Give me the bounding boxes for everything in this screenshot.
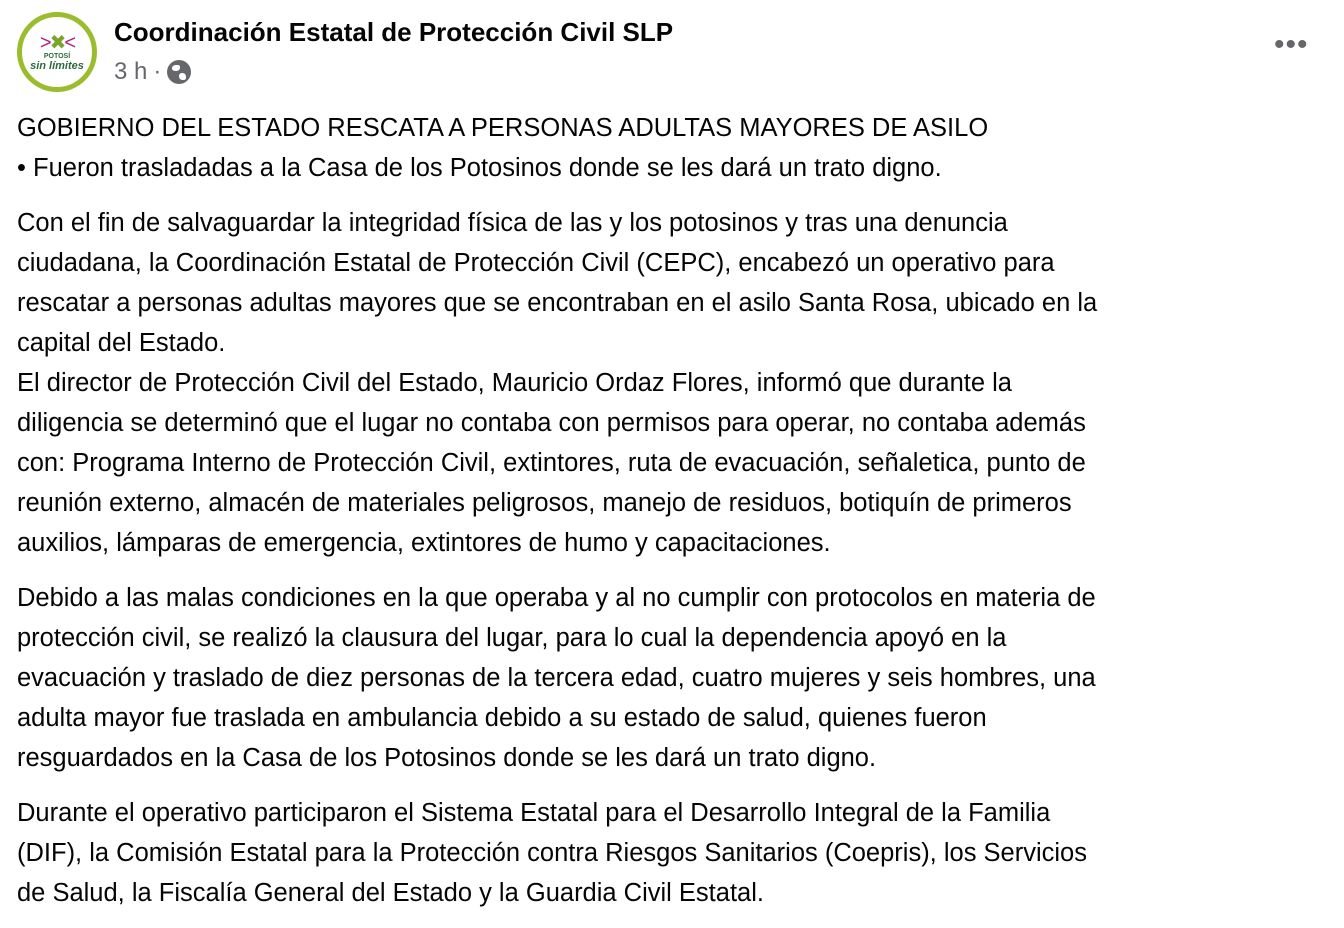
post-text-line: resguardados en la Casa de los Potosinos donde se les dará un trato digno. xyxy=(17,744,877,772)
post-text-line: El director de Protección Civil del Estado, Mauricio Ordaz Flores, informó que durante la xyxy=(17,369,1012,397)
post-text-line: • Fueron trasladadas a la Casa de los Potosinos donde se les dará un trato digno. xyxy=(17,154,942,182)
post-text-line: reunión externo, almacén de materiales peligrosos, manejo de residuos, botiquín de primeros xyxy=(17,489,1072,517)
post-text-line: (DIF), la Comisión Estatal para la Protección contra Riesgos Sanitarios (Coepris), los Servicios xyxy=(17,839,1087,867)
post-text-line: protección civil, se realizó la clausura del lugar, para lo cual la dependencia apoyó en la xyxy=(17,624,1007,652)
post-text-line: rescatar a personas adultas mayores que se encontraban en el asilo Santa Rosa, ubicado en la xyxy=(17,289,1098,317)
post-paragraph xyxy=(17,793,1337,913)
globe-icon[interactable] xyxy=(167,60,191,84)
post-text-line: de Salud, la Fiscalía General del Estado y la Guardia Civil Estatal. xyxy=(17,879,764,907)
page-name-link[interactable]: Coordinación Estatal de Protección Civil SLP xyxy=(114,17,674,47)
avatar-text-1: POTOSÍ xyxy=(43,52,71,60)
post-body xyxy=(17,108,1337,928)
post-text-line: capital del Estado. xyxy=(17,329,226,357)
post-text-line: con: Programa Interno de Protección Civil, extintores, ruta de evacuación, señaletica, punto de xyxy=(17,449,1086,477)
post-text-line: Con el fin de salvaguardar la integridad física de las y los potosinos y tras una denuncia xyxy=(17,209,1008,237)
post-paragraph xyxy=(17,578,1337,778)
logo-icon: >✖< xyxy=(39,31,75,54)
post-paragraph xyxy=(17,203,1337,563)
post-meta xyxy=(114,58,191,86)
post-text-line: Debido a las malas condiciones en la que operaba y al no cumplir con protocolos en materia de xyxy=(17,584,1096,612)
post-text-line: adulta mayor fue traslada en ambulancia debido a su estado de salud, quienes fueron xyxy=(17,704,987,732)
post-paragraph xyxy=(17,108,1337,188)
meta-separator: · xyxy=(153,58,162,85)
post-text-line: diligencia se determinó que el lugar no contaba con permisos para operar, no contaba además xyxy=(17,409,1086,437)
post-text-line: GOBIERNO DEL ESTADO RESCATA A PERSONAS ADULTAS MAYORES DE ASILO xyxy=(17,114,989,142)
post-time-link[interactable]: 3 h xyxy=(114,58,148,85)
post-text-line: Durante el operativo participaron el Sistema Estatal para el Desarrollo Integral de la Familia xyxy=(17,799,1051,827)
page-avatar[interactable] xyxy=(17,12,97,92)
post-text-line: evacuación y traslado de diez personas de la tercera edad, cuatro mujeres y seis hombres, una xyxy=(17,664,1096,692)
post-text-line: ciudadana, la Coordinación Estatal de Protección Civil (CEPC), encabezó un operativo para xyxy=(17,249,1055,277)
more-options-button[interactable]: ••• xyxy=(1274,28,1309,61)
avatar-text-2: sin límites xyxy=(30,59,84,72)
post-text-line: auxilios, lámparas de emergencia, extintores de humo y capacitaciones. xyxy=(17,529,831,557)
